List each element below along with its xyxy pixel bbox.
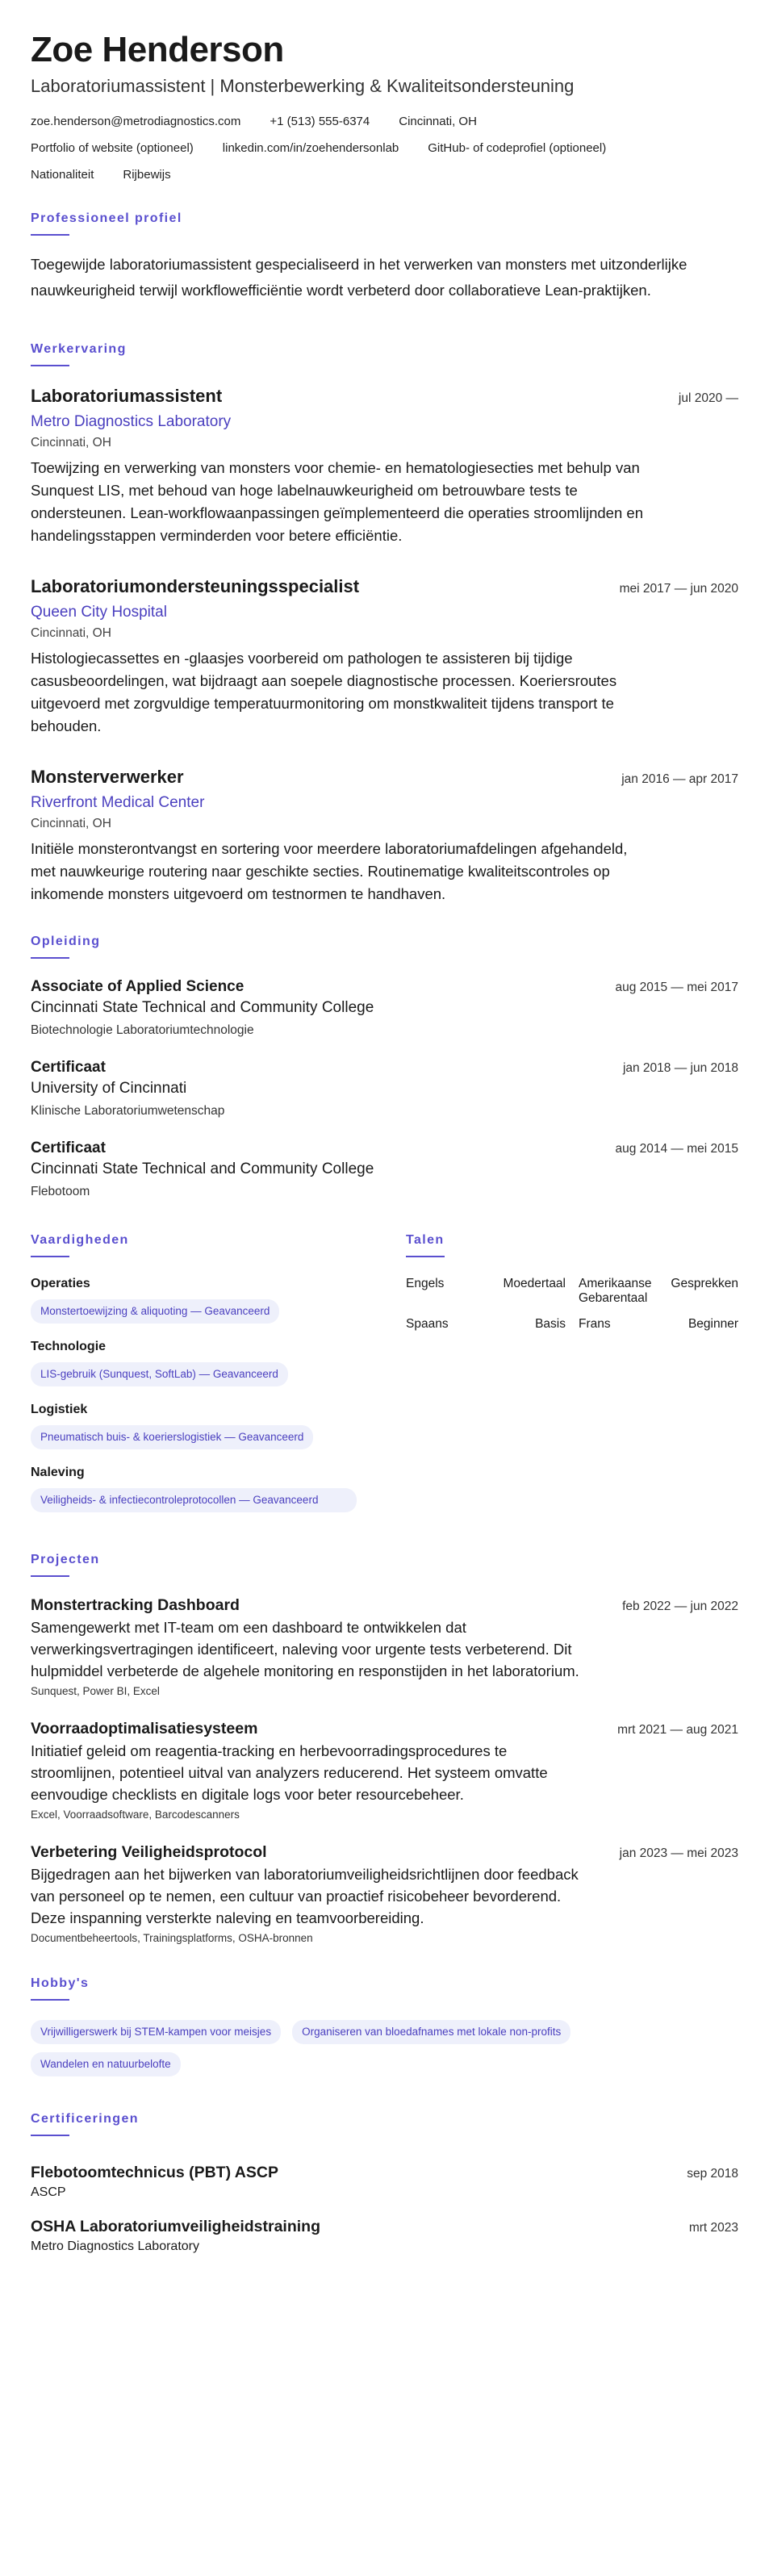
education-item <box>31 978 738 1038</box>
project-tools: Excel, Voorraadsoftware, Barcodescanners <box>31 1809 240 1821</box>
projects-section <box>31 1553 738 1944</box>
education-section <box>31 935 738 1199</box>
skill-pill: Veiligheids- & infectiecontroleprotocollen — Geavanceerd <box>31 1488 357 1512</box>
skill-category: Naleving <box>31 1466 85 1479</box>
resume-header <box>31 29 738 184</box>
contact-row <box>31 113 738 131</box>
skill-group <box>31 1340 362 1386</box>
certification-date: sep 2018 <box>687 2167 738 2181</box>
job-location: Cincinnati, OH <box>31 626 111 640</box>
certification-issuer: Metro Diagnostics Laboratory <box>31 2239 199 2253</box>
skill-category: Logistiek <box>31 1403 88 1416</box>
contact-row <box>31 140 738 157</box>
job-location: Cincinnati, OH <box>31 436 111 450</box>
job-dates: mei 2017 — jun 2020 <box>619 582 738 596</box>
project-title: Verbetering Veiligheidsprotocol <box>31 1843 267 1861</box>
experience-item <box>31 767 738 905</box>
language-level: Moedertaal <box>503 1277 566 1290</box>
hobby-pill: Vrijwilligerswerk bij STEM-kampen voor meisjes <box>31 2020 281 2044</box>
language-name: Frans <box>579 1317 611 1331</box>
project-title: Voorraadoptimalisatiesysteem <box>31 1720 258 1738</box>
candidate-name: Zoe Henderson <box>31 30 284 69</box>
job-title: Laboratoriumondersteuningsspecialist <box>31 576 360 596</box>
hobbies-section <box>31 1976 738 2076</box>
contact-block <box>31 113 738 184</box>
certifications-section <box>31 2112 738 2254</box>
certification-item <box>31 2164 738 2200</box>
education-item <box>31 1140 738 1199</box>
section-divider <box>31 234 69 236</box>
field-of-study: Klinische Laboratoriumwetenschap <box>31 1104 225 1118</box>
education-item <box>31 1059 738 1119</box>
section-title: Vaardigheden <box>31 1233 129 1247</box>
languages-section <box>406 1233 738 1528</box>
section-title: Opleiding <box>31 935 101 948</box>
section-title: Talen <box>406 1233 445 1247</box>
skill-group <box>31 1403 362 1449</box>
contact-row <box>31 166 738 184</box>
degree: Certificaat <box>31 1140 106 1156</box>
job-dates: jul 2020 — <box>678 391 738 405</box>
certification-date: mrt 2023 <box>688 2221 738 2235</box>
project-dates: feb 2022 — jun 2022 <box>622 1600 738 1613</box>
company-name: Metro Diagnostics Laboratory <box>31 413 232 430</box>
section-title: Projecten <box>31 1553 100 1566</box>
field-of-study: Flebotoom <box>31 1185 90 1198</box>
project-title: Monstertracking Dashboard <box>31 1596 240 1614</box>
institution: Cincinnati State Technical and Community College <box>31 1160 374 1177</box>
skill-group <box>31 1277 362 1324</box>
section-title: Certificeringen <box>31 2112 139 2126</box>
section-title: Hobby's <box>31 1976 90 1990</box>
experience-item <box>31 386 738 547</box>
section-title: Werkervaring <box>31 342 127 356</box>
degree: Certificaat <box>31 1059 106 1076</box>
education-dates: aug 2014 — mei 2015 <box>615 1142 738 1156</box>
skills-languages-row <box>31 1233 738 1528</box>
skill-group <box>31 1466 362 1512</box>
language-name: Engels <box>406 1277 445 1290</box>
drivers-license: Rijbewijs <box>123 168 171 182</box>
project-description: Bijgedragen aan het bijwerken van laboratoriumveiligheidsrichtlijnen door feedback van personeel op te nemen, een cultuur van proactief risicobeheer bevorderend. Deze inspanning versterkte naleving en teamvoorbereiding. <box>31 1866 579 1926</box>
job-title: Laboratoriumassistent <box>31 386 223 406</box>
language-level: Beginner <box>688 1317 738 1331</box>
project-item <box>31 1596 738 1697</box>
company-name: Queen City Hospital <box>31 604 167 621</box>
linkedin-link[interactable]: linkedin.com/in/zoehendersonlab <box>222 141 399 155</box>
email-link[interactable]: zoe.henderson@metrodiagnostics.com <box>31 115 241 128</box>
project-description: Initiatief geleid om reagentia-tracking en herbevoorradingsprocedures te stroomlijnen, potentieel uitval van analyzers reducerend. Het systeem omvatte eenvoudige checklists en digitale logs voor beter resourcebeheer. <box>31 1742 548 1803</box>
language-name: Spaans <box>406 1317 449 1331</box>
project-item <box>31 1843 738 1944</box>
portfolio-link[interactable]: Portfolio of website (optioneel) <box>31 141 194 155</box>
institution: Cincinnati State Technical and Community College <box>31 999 374 1016</box>
job-location: Cincinnati, OH <box>31 817 111 830</box>
skill-pill: Pneumatisch buis- & koerierslogistiek — Geavanceerd <box>31 1425 313 1449</box>
degree: Associate of Applied Science <box>31 978 244 995</box>
field-of-study: Biotechnologie Laboratoriumtechnologie <box>31 1023 254 1037</box>
nationality: Nationaliteit <box>31 168 94 182</box>
education-dates: aug 2015 — mei 2017 <box>615 981 738 994</box>
profile-section <box>31 211 738 303</box>
section-divider <box>31 1256 69 1257</box>
job-description: Histologiecassettes en -glaasjes voorbereid om pathologen te assisteren bij tijdige casusbeoordelingen, wat bijdraagt aan soepele diagnostische processen. Koeriersroutes uitgevoerd met zorgvuldige temperatuurmonitoring om monstkwaliteit tijdens transport te behouden. <box>31 650 617 734</box>
skill-pill: LIS-gebruik (Sunquest, SoftLab) — Geavanceerd <box>31 1362 288 1386</box>
skill-category: Operaties <box>31 1277 90 1290</box>
project-item <box>31 1720 738 1821</box>
location: Cincinnati, OH <box>399 115 477 128</box>
candidate-headline: Laboratoriumassistent | Monsterbewerking & Kwaliteitsondersteuning <box>31 76 575 96</box>
certification-item <box>31 2218 738 2254</box>
institution: University of Cincinnati <box>31 1080 187 1097</box>
hobby-pill: Wandelen en natuurbelofte <box>31 2052 181 2076</box>
github-link[interactable]: GitHub- of codeprofiel (optioneel) <box>428 141 607 155</box>
language-item <box>406 1277 566 1306</box>
section-divider <box>406 1256 445 1257</box>
language-item <box>406 1317 566 1332</box>
profile-summary: Toegewijde laboratoriumassistent gespecialiseerd in het verwerken van monsters met uitzonderlijke nauwkeurigheid terwijl workflowefficiëntie wordt verbeterd door collaboratieve Lean-praktijken. <box>31 256 688 299</box>
certification-issuer: ASCP <box>31 2185 66 2199</box>
language-level: Gesprekken <box>671 1277 738 1290</box>
education-dates: jan 2018 — jun 2018 <box>622 1061 738 1075</box>
hobby-list <box>31 2020 692 2076</box>
language-list <box>406 1277 738 1332</box>
section-divider <box>31 365 69 366</box>
certification-title: Flebotoomtechnicus (PBT) ASCP <box>31 2164 278 2181</box>
language-item <box>579 1277 738 1306</box>
section-divider <box>31 957 69 959</box>
language-item <box>579 1317 738 1332</box>
company-name: Riverfront Medical Center <box>31 794 205 811</box>
skills-section <box>31 1233 362 1528</box>
section-divider <box>31 1575 69 1577</box>
section-divider <box>31 2135 69 2136</box>
job-description: Initiële monsterontvangst en sortering voor meerdere laboratoriumafdelingen afgehandeld, met nauwkeurige routering naar geschikte secties. Routinematige kwaliteitscontroles op inkomende monsters uitgevoerd om testnormen te handhaven. <box>31 840 628 902</box>
job-dates: jan 2016 — apr 2017 <box>621 772 738 786</box>
section-title: Professioneel profiel <box>31 211 182 225</box>
language-level: Basis <box>535 1317 566 1331</box>
hobby-pill: Organiseren van bloedafnames met lokale non-profits <box>292 2020 570 2044</box>
language-name: Amerikaanse Gebarentaal <box>579 1277 652 1305</box>
experience-item <box>31 576 738 738</box>
job-title: Monsterverwerker <box>31 767 184 787</box>
project-description: Samengewerkt met IT-team om een dashboard te ontwikkelen dat verwerkingsvertragingen identificeert, naleving voor urgente tests verbeterend. Dit hulpmiddel verbeterde de algehele monitoring en responstijden in het laboratorium. <box>31 1619 579 1679</box>
certification-title: OSHA Laboratoriumveiligheidstraining <box>31 2218 320 2235</box>
experience-section <box>31 342 738 905</box>
skill-category: Technologie <box>31 1340 107 1353</box>
project-dates: mrt 2021 — aug 2021 <box>617 1723 738 1737</box>
skill-pill: Monstertoewijzing & aliquoting — Geavanceerd <box>31 1299 279 1324</box>
project-tools: Documentbeheertools, Trainingsplatforms, OSHA-bronnen <box>31 1932 313 1944</box>
project-tools: Sunquest, Power BI, Excel <box>31 1685 160 1697</box>
job-description: Toewijzing en verwerking van monsters voor chemie- en hematologiesecties met behulp van Sunquest LIS, met behoud van hoge labelnauwkeurigheid om betrouwbare tests te ondersteunen. Lean-workflowaanpassingen geïmplementeerd die operaties stroomlijnden en handelingsstappen verminderden voor betere efficiëntie. <box>31 459 643 544</box>
project-dates: jan 2023 — mei 2023 <box>619 1846 738 1860</box>
phone-number[interactable]: +1 (513) 555-6374 <box>270 115 370 128</box>
section-divider <box>31 1999 69 2001</box>
